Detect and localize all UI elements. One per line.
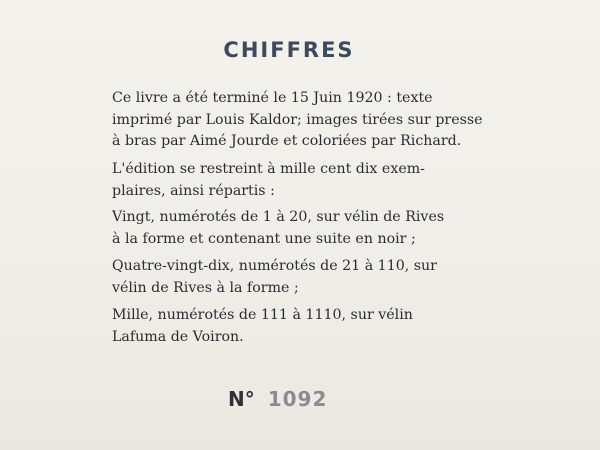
text-line: Ce livre a été terminé le 15 Juin 1920 : texte (112, 90, 433, 106)
page-title: CHIFFRES (223, 38, 355, 62)
paragraph-edition-tier-2 (112, 256, 484, 299)
text-line: à la forme et contenant une suite en noir ; (112, 230, 416, 247)
text-line: à bras par Aimé Jourde et coloriées par Richard. (112, 133, 462, 149)
text-line: vélin de Rives à la forme ; (112, 279, 299, 296)
paragraph-edition-tier-1 (112, 207, 484, 250)
paragraph-edition-size (112, 159, 484, 202)
copy-number-prefix: N° (228, 387, 262, 411)
copy-number (228, 387, 327, 411)
paragraph-printing-details (112, 88, 484, 153)
text-line: Vingt, numérotés de 1 à 20, sur vélin de Rives (112, 209, 445, 225)
copy-number-value: 1092 (267, 387, 328, 411)
text-line: imprimé par Louis Kaldor; images tirées sur presse (112, 111, 483, 128)
text-line: Quatre-vingt-dix, numérotés de 21 à 110, sur (112, 258, 437, 274)
text-line: plaires, ainsi répartis : (112, 182, 275, 199)
paragraph-edition-tier-3 (112, 305, 484, 348)
text-line: Lafuma de Voiron. (112, 328, 244, 345)
text-line: Mille, numérotés de 111 à 1110, sur vélin (112, 307, 413, 323)
text-line: L'édition se restreint à mille cent dix exem- (112, 161, 425, 177)
